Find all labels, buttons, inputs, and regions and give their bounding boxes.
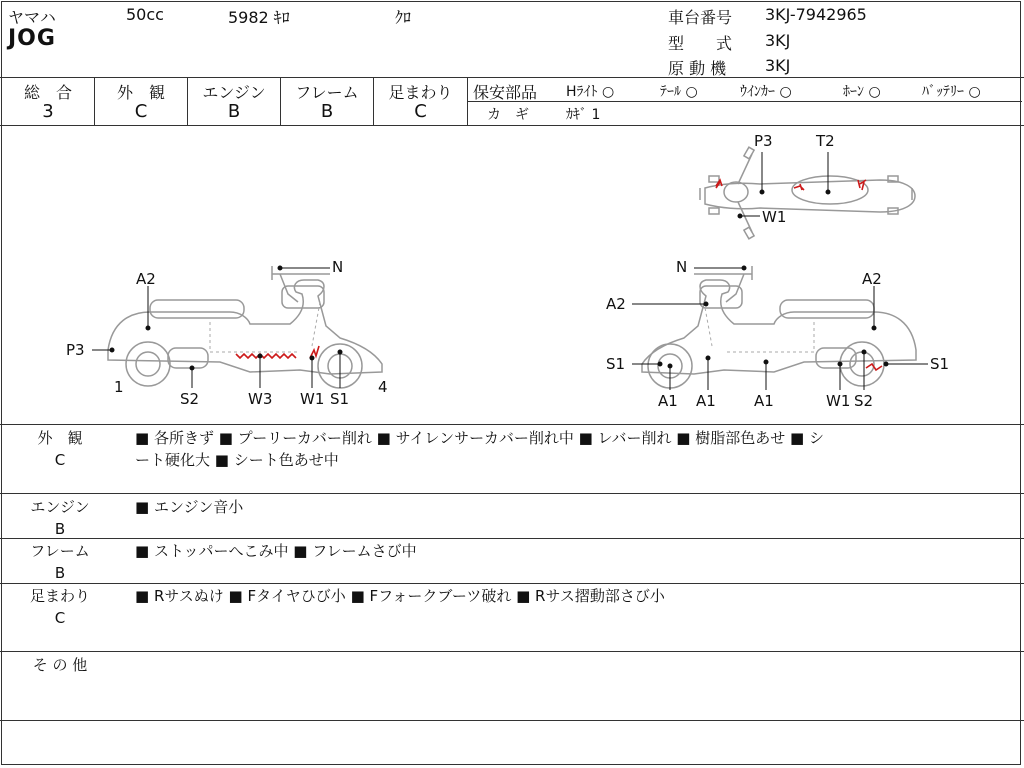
grade-header-frame: フレーム: [295, 83, 359, 102]
label-n-left: N: [332, 258, 344, 276]
grade-header-engine: エンジン: [202, 83, 266, 102]
label-s2-right: S2: [854, 392, 874, 410]
grade-suspension: C: [414, 101, 427, 122]
safety-item-headlight: Hﾗｲﾄ ○: [566, 84, 615, 100]
section-label: そ の 他: [32, 656, 88, 674]
check-circle-icon: ○: [601, 84, 615, 100]
frame-no-label: 車台番号: [668, 8, 733, 27]
safety-item-winker: ｳｲﾝｶｰ ○: [740, 84, 792, 100]
scooter-damage-diagram: [0, 126, 1024, 424]
label-a1-right-1: A1: [658, 392, 678, 410]
label-s2-left: S2: [180, 390, 200, 408]
scooter-top-view: [700, 147, 915, 239]
key-label: カ ギ: [487, 107, 529, 123]
safety-item-horn: ﾎｰﾝ ○: [843, 84, 881, 100]
section-text: ■ ストッパーへこみ中 ■ フレームさび中: [135, 542, 417, 560]
mileage: 5982 ｷﾛ: [228, 8, 290, 27]
check-circle-icon: ○: [968, 84, 981, 100]
check-circle-icon: ○: [779, 84, 792, 100]
type-label: 型 式: [668, 34, 733, 53]
label-a1-right-3: A1: [754, 392, 774, 410]
section-text: ■ エンジン音小: [135, 498, 244, 516]
check-circle-icon: ○: [868, 84, 881, 100]
type-value: 3KJ: [765, 31, 791, 50]
safety-item-battery: ﾊﾞｯﾃﾘｰ ○: [922, 84, 981, 100]
safety-item-tail: ﾃｰﾙ ○: [660, 84, 698, 100]
label-a2-right-front: A2: [606, 295, 626, 313]
displacement: 50cc: [126, 5, 164, 24]
label-w1-top: W1: [762, 208, 787, 226]
label-p3-left: P3: [66, 341, 85, 359]
grade-header-suspension: 足まわり: [388, 83, 453, 102]
section-text: ■ 各所きず ■ プーリーカバー削れ ■ サイレンサーカバー削れ中 ■ レバー削れ ■ 樹脂部色あせ ■ シ ート硬化大 ■ シート色あせ中: [135, 429, 824, 469]
grade-header-overall: 総 合: [23, 83, 72, 102]
grade-frame: B: [320, 101, 334, 122]
safety-label: 保安部品: [473, 83, 538, 102]
grade-header-exterior: 外 観: [116, 83, 165, 102]
section-label: エンジン B: [30, 498, 90, 538]
label-s1-right-rear: S1: [930, 355, 950, 373]
frame-no: 3KJ-7942965: [765, 5, 867, 24]
section-label: 外 観 C: [37, 429, 83, 469]
grade-engine: B: [227, 101, 241, 122]
key-value: ｶｷﾞ 1: [566, 107, 601, 123]
label-a2-right: A2: [862, 270, 882, 288]
label-s1-right-front: S1: [606, 355, 626, 373]
label-n-right: N: [676, 258, 688, 276]
label-w1-left: W1: [300, 390, 325, 408]
section-label: 足まわり C: [29, 587, 90, 627]
label-t2-top: T2: [816, 132, 835, 150]
label-a1-right-2: A1: [696, 392, 716, 410]
label-p3-top: P3: [754, 132, 773, 150]
label-a2-left: A2: [136, 270, 156, 288]
section-text: ■ Rサスぬけ ■ Fタイヤひび小 ■ Fフォークブーツ破れ ■ Rサス摺動部さび小: [135, 587, 665, 605]
label-w3-left: W3: [248, 390, 273, 408]
engine-label: 原 動 機: [668, 59, 727, 78]
check-circle-icon: ○: [685, 84, 698, 100]
label-w1-right: W1: [826, 392, 851, 410]
label-s1-left: S1: [330, 390, 350, 408]
label-4-left: 4: [378, 378, 388, 396]
color: ｸﾛ: [395, 8, 412, 27]
model-name: JOG: [8, 26, 56, 51]
engine-value: 3KJ: [765, 56, 791, 75]
maker-name: ヤマハ: [8, 8, 56, 27]
section-label: フレーム B: [30, 542, 90, 582]
grade-overall: 3: [42, 101, 54, 122]
grade-exterior: C: [134, 101, 148, 122]
label-1-left: 1: [114, 378, 124, 396]
